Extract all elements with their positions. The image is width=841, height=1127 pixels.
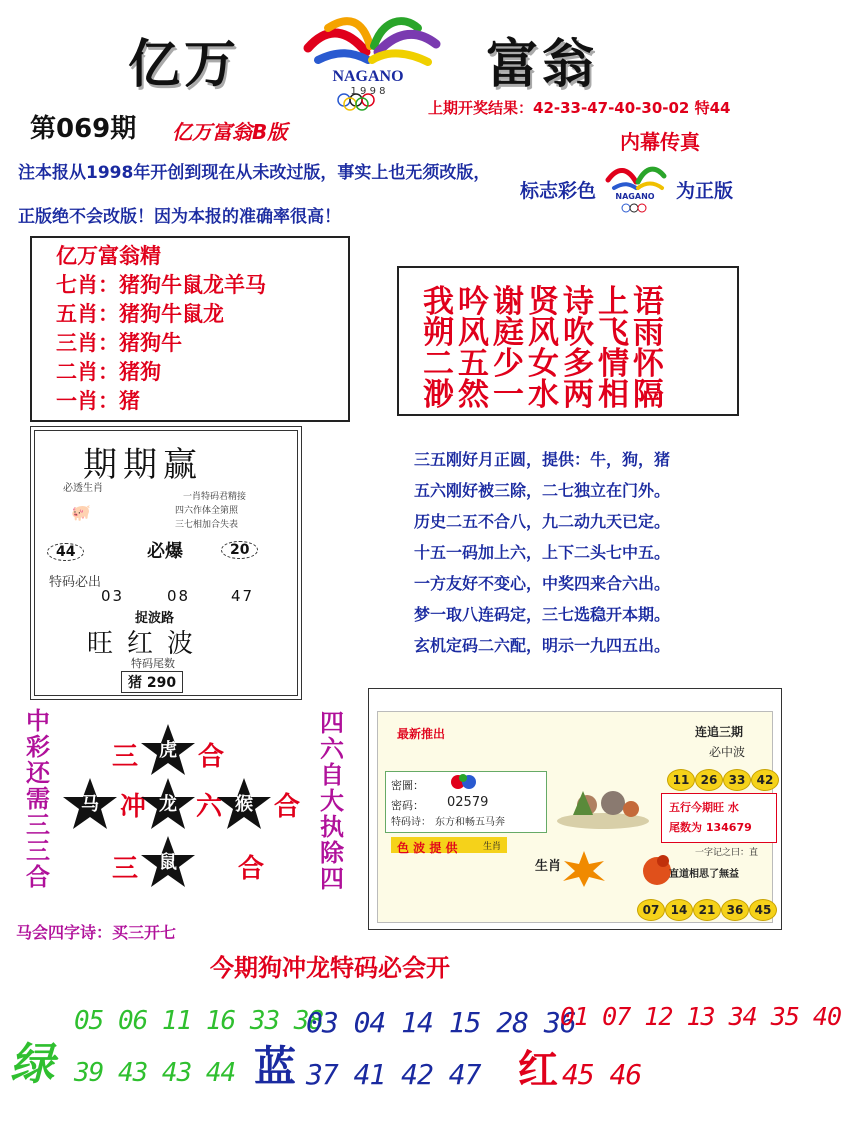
red-numbers-2: 45 46	[562, 1058, 642, 1091]
tail-numbers: 尾数为 134679	[669, 821, 752, 834]
cartoon-image	[553, 771, 653, 831]
qiqiying-line-1: 一肖特码君精接	[183, 492, 247, 502]
poem-box	[397, 266, 739, 416]
nagano-logo	[288, 10, 448, 110]
row2-right: 合	[274, 792, 301, 822]
ball-top-3: 33	[723, 769, 751, 791]
ball-bottom-3: 21	[693, 899, 721, 921]
zodiac-five: 五肖：猪狗牛鼠龙	[56, 302, 224, 326]
verse-3: 历史二五不合八，九二动九天已定。	[414, 512, 671, 531]
title-right: 富翁	[486, 34, 599, 95]
zodiac-two: 二肖：猪狗	[56, 360, 161, 384]
poem-line-1: 我吟谢贤诗上语	[423, 284, 668, 320]
must-wave: 必中波	[709, 745, 746, 759]
green-numbers-1: 05 06 11 16 33 38	[74, 1006, 324, 1036]
ball-bottom-1: 07	[637, 899, 665, 921]
one-word: 一字记之曰：直	[695, 848, 759, 858]
star-tiger-label: 虎	[159, 740, 177, 761]
verse-1: 三五刚好月正圆，提供：牛，狗，猪	[414, 450, 671, 469]
color-wave: 色 波 提 供	[397, 841, 458, 855]
ball-top-4: 42	[751, 769, 779, 791]
color-wave-tag: 生肖	[483, 842, 502, 852]
poem-line-4: 渺然一水两相隔	[423, 377, 668, 413]
green-label: 绿	[10, 1039, 54, 1090]
small-nagano-logo	[600, 158, 670, 216]
zodiac-one: 一肖：猪	[56, 389, 140, 413]
panel-small-text-block	[391, 857, 511, 905]
right-vchar: 自	[320, 761, 344, 789]
tail-value: 猪 290	[121, 671, 183, 693]
pig-icon: 🐖	[71, 503, 91, 522]
ball-top-2: 26	[695, 769, 723, 791]
star-horse	[62, 776, 118, 832]
qiqiying-must: 必爆	[147, 541, 183, 562]
title-left: 亿万	[128, 34, 241, 95]
star-tiger	[140, 722, 196, 778]
star-dragon-label: 龙	[159, 794, 177, 815]
zodiac-box	[30, 236, 350, 422]
red-label: 红	[518, 1047, 558, 1093]
star-horse-label: 马	[81, 794, 99, 815]
info-panel	[368, 688, 782, 930]
left-vertical-text	[24, 708, 52, 890]
right-vchar: 大	[320, 787, 344, 815]
special-poem: 东方和畅五马奔	[435, 817, 505, 828]
qiqiying-num-right: 20	[221, 541, 258, 559]
code-value: 02579	[447, 795, 489, 810]
row3-left: 三	[112, 854, 139, 884]
row2-mid1: 冲	[120, 792, 147, 822]
wave-label: 捉波路	[135, 611, 175, 626]
qiqiying-title: 期期赢	[83, 445, 203, 485]
zodiac-seven: 七肖：猪狗牛鼠龙羊马	[56, 273, 266, 297]
ball-top-1: 11	[667, 769, 695, 791]
ball-bottom-4: 36	[721, 899, 749, 921]
red-numbers-1: 01 07 12 13 34 35 40	[560, 1002, 841, 1031]
right-vchar: 除	[320, 839, 344, 867]
notice-line-2: 正版绝不会改版！因为本报的准确率很高！	[18, 207, 341, 227]
poem-line-3: 二五少女多情怀	[423, 346, 668, 382]
tail-label: 特码尾数	[131, 657, 175, 670]
qiqiying-num-left: 44	[47, 543, 84, 561]
star-rat-label: 鼠	[159, 852, 177, 873]
logo-year: 1 9 9 8	[350, 86, 386, 97]
special-1: 03	[101, 587, 125, 605]
notice-line-1: 注本报从1998年开创到现在从未改过版，事实上也无须改版，	[18, 163, 491, 183]
star-monkey-label: 猴	[235, 794, 253, 815]
row3-right: 合	[238, 854, 265, 884]
secret-graphic-icon	[449, 773, 481, 791]
special-poem-label: 特码诗：	[391, 817, 431, 828]
verse-6: 梦一取八连码定，三七选稳开本期。	[414, 605, 671, 624]
left-vchar: 还	[26, 759, 50, 787]
star-dragon	[140, 776, 196, 832]
logo-text: NAGANO	[332, 68, 404, 85]
right-vchar: 执	[320, 813, 344, 841]
poem-line-2: 朔风庭风吹飞雨	[423, 315, 668, 351]
verse-7: 玄机定码二六配，明示一九四五出。	[414, 636, 671, 655]
three-issues: 连追三期	[695, 725, 744, 739]
secret-label: 密圖：	[391, 779, 424, 792]
qiqiying-line-2: 四六作体全第照	[175, 506, 239, 516]
star-monkey	[216, 776, 272, 832]
right-vchar: 六	[320, 735, 344, 763]
small-logo-text: NAGANO	[615, 192, 655, 201]
blue-numbers-2: 37 41 42 47	[306, 1058, 481, 1091]
one-word-2: 直道相思了無益	[669, 869, 739, 880]
ball-bottom-2: 14	[665, 899, 693, 921]
zodiac-three: 三肖：猪狗牛	[56, 331, 182, 355]
zodiac-tag: 生肖	[535, 859, 562, 874]
special-2: 08	[167, 587, 191, 605]
issue-number: 第069期	[30, 114, 137, 144]
green-numbers-2: 39 43 43 44	[74, 1058, 236, 1088]
qiqiying-sub: 必透生肖	[63, 483, 103, 494]
right-vchar: 四	[320, 709, 344, 737]
row2-mid2: 六	[196, 792, 223, 822]
left-vchar: 合	[26, 863, 50, 891]
fax-label: 内幕传真	[620, 130, 700, 154]
blue-numbers-1: 03 04 14 15 28 36	[306, 1006, 576, 1039]
logo-note-left: 标志彩色	[520, 180, 597, 202]
right-vertical-text	[318, 710, 346, 892]
left-vchar: 三	[26, 837, 50, 865]
five-elements: 五行今期旺 水	[669, 801, 739, 814]
qiqiying-line-3: 三七相加合失表	[175, 520, 239, 530]
logo-note-right: 为正版	[676, 180, 734, 202]
code-label: 密码：	[391, 799, 424, 812]
verse-5: 一方友好不变心，中奖四来合六出。	[414, 574, 671, 593]
left-vchar: 彩	[26, 733, 50, 761]
verse-4: 十五一码加上六，上下二头七中五。	[414, 543, 671, 562]
special-3: 47	[231, 587, 255, 605]
zodiac-heading: 亿万富翁精	[56, 244, 161, 268]
qiqiying-box	[34, 430, 298, 696]
last-result: 上期开奖结果：42-33-47-40-30-02 特44	[428, 99, 731, 117]
right-vchar: 四	[320, 865, 344, 893]
left-vchar: 中	[26, 707, 50, 735]
left-vchar: 需	[26, 785, 50, 813]
row1-right: 合	[198, 742, 225, 772]
horse-poem: 马会四字诗：买三开七	[16, 923, 177, 942]
edition-label: 亿万富翁B版	[172, 120, 288, 144]
star-rat	[140, 834, 196, 890]
left-vchar: 三	[26, 811, 50, 839]
ball-bottom-5: 45	[749, 899, 777, 921]
verse-2: 五六刚好被三除，二七独立在门外。	[414, 481, 671, 500]
wave-value: 旺红波	[87, 629, 208, 659]
fireworks-icon	[559, 849, 609, 889]
blue-label: 蓝	[254, 1042, 297, 1091]
newest-label: 最新推出	[397, 727, 446, 741]
special-label: 特码必出	[49, 575, 102, 590]
headline: 今期狗冲龙特码必会开	[210, 954, 450, 982]
row1-left: 三	[112, 742, 139, 772]
